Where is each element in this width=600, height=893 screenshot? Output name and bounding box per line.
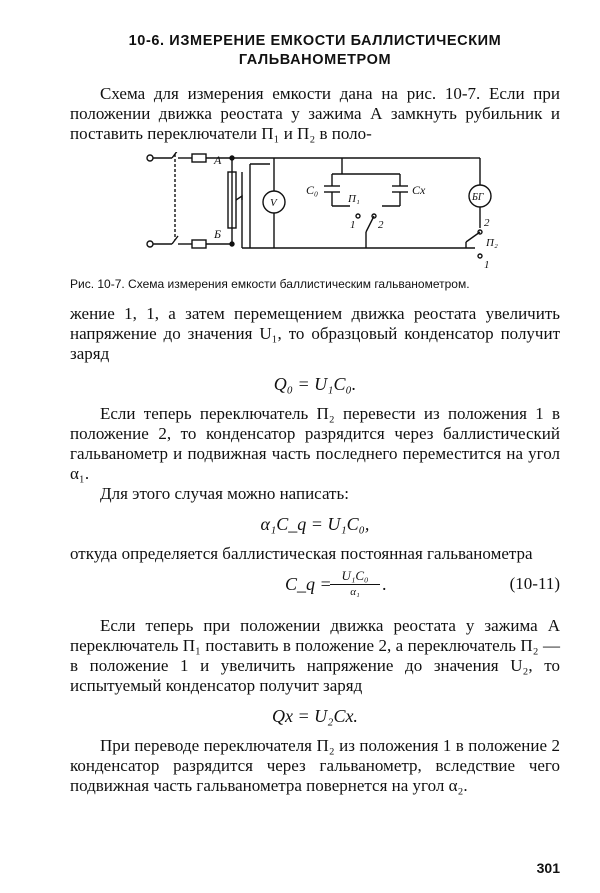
circuit-diagram (70, 152, 560, 272)
label-p2-pos2: 2 (484, 217, 490, 229)
label-a: А (214, 153, 222, 167)
heading-line-1: 10-6. ИЗМЕРЕНИЕ ЕМКОСТИ БАЛЛИСТИЧЕСКИМ (128, 33, 502, 49)
label-v: V (270, 197, 277, 209)
formula-cq-period: . (382, 574, 387, 594)
label-cx: Cx (412, 183, 426, 197)
equation-number: (10-11) (509, 574, 560, 593)
label-bg: БГ (472, 192, 484, 203)
paragraph-2: жение 1, 1, а затем перемещением движка реостата увеличить напряжение до значения U₁, то образцовый конденсатор получит заряд (70, 304, 560, 363)
section-heading (70, 32, 560, 70)
figure-caption (70, 276, 560, 292)
formula-cq-numerator: U₁C₀ (330, 568, 380, 585)
label-p1: П₁ (348, 193, 360, 205)
label-p2-pos1: 1 (484, 259, 490, 271)
heading-line-2: ГАЛЬВАНОМЕТРОМ (238, 52, 392, 68)
paragraph-7: При переводе переключателя П₂ из положения 1 в положение 2 конденсатор разрядится через гальванометр, вследствие чего подвижная часть гальванометра повернется на угол α₂. (70, 736, 560, 795)
label-c0: C₀ (306, 183, 319, 197)
label-p1-pos2: 2 (378, 219, 384, 231)
formula-q0: Q₀ = U₁C₀. (273, 374, 357, 394)
formula-alpha1: α₁C_q = U₁C₀, (260, 514, 370, 534)
label-b: Б (214, 227, 222, 241)
formula-cq-fraction (330, 568, 380, 599)
caption-text: Рис. 10-7. Схема измерения емкости баллистическим гальванометром. (70, 277, 470, 291)
formula-cq (70, 568, 560, 608)
page-number: 301 (536, 860, 560, 876)
label-p1-pos1: 1 (350, 219, 356, 231)
formula-cq-lhs: C_q = (285, 574, 332, 594)
label-p2: П₂ (486, 237, 498, 249)
paragraph-3: Если теперь переключатель П₂ перевести из положения 1 в положение 2, то конденсатор разрядится через баллистический гальванометр и подвижная часть последнего переместится на угол α₁. (70, 404, 560, 483)
page-body (70, 32, 560, 796)
paragraph-5: откуда определяется баллистическая постоянная гальванометра (70, 544, 533, 563)
paragraph-6: Если теперь при положении движка реостата у зажима А переключатель П₁ поставить в положение 2, а переключатель П₂ — в положение 1 и увеличить напряжение до значения U₂, то испытуемый конденсатор получит заряд (70, 616, 560, 695)
circuit-figure (70, 152, 560, 272)
paragraph-4: Для этого случая можно написать: (100, 484, 349, 503)
formula-cq-denominator: α₁ (350, 586, 360, 598)
formula-qx: Qx = U₂Cx. (272, 706, 358, 726)
paragraph-1: Схема для измерения емкости дана на рис. 10-7. Если при положении движка реостата у зажима А замкнуть рубильник и поставить переключатели П₁ и П₂ в поло- (70, 84, 560, 143)
